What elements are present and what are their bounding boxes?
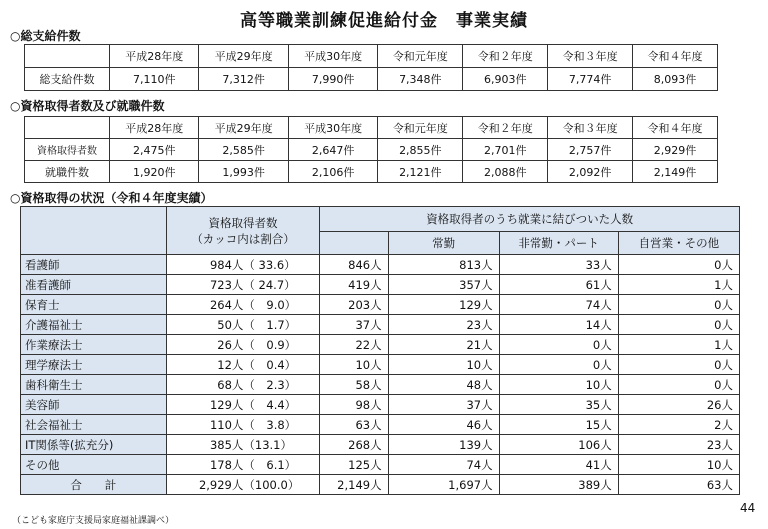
acquired-cell	[166, 315, 320, 335]
table-row	[21, 395, 740, 415]
section3-heading: ○資格取得の状況（令和４年度実績）	[10, 191, 213, 205]
row-label: 合 計	[21, 475, 167, 495]
acquired-count: 178人	[209, 457, 244, 472]
table-cell: 2,585件	[199, 139, 288, 161]
row-label: 介護福祉士	[21, 315, 167, 335]
acquired-percent: （ 4.4）	[243, 397, 297, 412]
table-row	[21, 355, 740, 375]
column-header: 平成29年度	[199, 45, 288, 68]
fulltime-cell: 48人	[388, 375, 499, 395]
page-title: 高等職業訓練促進給付金 事業実績	[240, 11, 528, 31]
employed-header: 資格取得者のうち就業に結びついた人数	[320, 207, 740, 232]
fulltime-cell: 46人	[388, 415, 499, 435]
table-row	[21, 275, 740, 295]
acquired-header-sub: （カッコ内は割合）	[191, 231, 295, 246]
table-cell: 2,647件	[288, 139, 377, 161]
employed-cell: 98人	[320, 395, 388, 415]
self-employed-cell: 0人	[618, 355, 739, 375]
qualification-employment-table	[24, 116, 718, 183]
self-employed-cell: 63人	[618, 475, 739, 495]
column-header: 平成29年度	[199, 117, 288, 139]
self-employed-cell: 0人	[618, 375, 739, 395]
parttime-cell: 74人	[499, 295, 618, 315]
fulltime-cell: 1,697人	[388, 475, 499, 495]
row-label: 理学療法士	[21, 355, 167, 375]
table-cell: 6,903件	[463, 68, 548, 91]
table-row	[21, 315, 740, 335]
table-cell: 7,348件	[378, 68, 463, 91]
acquired-cell	[166, 295, 320, 315]
total-payments-table	[24, 44, 718, 91]
self-employed-cell: 23人	[618, 435, 739, 455]
table-cell: 2,701件	[463, 139, 548, 161]
table-row	[21, 295, 740, 315]
acquired-count: 26人	[217, 337, 244, 352]
employed-cell: 10人	[320, 355, 388, 375]
page-number: 44	[740, 501, 756, 515]
parttime-cell: 14人	[499, 315, 618, 335]
row-label: 歯科衛生士	[21, 375, 167, 395]
table-cell: 7,110件	[110, 68, 199, 91]
acquired-cell	[166, 375, 320, 395]
employed-cell: 268人	[320, 435, 388, 455]
table-row	[21, 435, 740, 455]
acquired-cell	[166, 335, 320, 355]
row-label: 保育士	[21, 295, 167, 315]
table-header-row	[21, 207, 740, 232]
self-employed-header: 自営業・その他	[618, 232, 739, 255]
parttime-cell: 41人	[499, 455, 618, 475]
self-employed-cell: 1人	[618, 335, 739, 355]
self-employed-cell: 10人	[618, 455, 739, 475]
acquired-cell	[166, 355, 320, 375]
employed-cell: 58人	[320, 375, 388, 395]
table-cell: 2,929件	[633, 139, 718, 161]
fulltime-cell: 139人	[388, 435, 499, 455]
fulltime-cell: 357人	[388, 275, 499, 295]
table-cell: 2,121件	[378, 161, 463, 183]
parttime-cell: 15人	[499, 415, 618, 435]
acquired-count: 50人	[217, 317, 244, 332]
section2-heading: ○資格取得者数及び就職件数	[10, 99, 165, 113]
acquired-percent: （ 24.7）	[243, 277, 296, 292]
acquired-cell	[166, 275, 320, 295]
parttime-cell: 106人	[499, 435, 618, 455]
table-cell: 7,774件	[548, 68, 633, 91]
table-row	[21, 335, 740, 355]
source-note: （こども家庭庁支援局家庭福祉課調べ）	[12, 516, 175, 526]
acquired-percent: （ 33.6）	[243, 257, 296, 272]
fulltime-cell: 23人	[388, 315, 499, 335]
row-label: 資格取得者数	[25, 139, 110, 161]
row-label: 作業療法士	[21, 335, 167, 355]
acquired-percent: （100.0）	[243, 477, 300, 492]
table-body	[21, 255, 740, 495]
parttime-cell: 0人	[499, 355, 618, 375]
row-label: 看護師	[21, 255, 167, 275]
column-header: 令和４年度	[633, 117, 718, 139]
column-header: 令和元年度	[378, 117, 463, 139]
row-label: 准看護師	[21, 275, 167, 295]
parttime-cell: 0人	[499, 335, 618, 355]
acquired-cell	[166, 415, 320, 435]
row-label: 就職件数	[25, 161, 110, 183]
column-header: 平成28年度	[110, 117, 199, 139]
parttime-cell: 389人	[499, 475, 618, 495]
corner-cell	[21, 207, 167, 255]
table-header-row	[25, 117, 718, 139]
row-label: IT関係等(拡充分)	[21, 435, 167, 455]
fulltime-cell: 37人	[388, 395, 499, 415]
fulltime-cell: 129人	[388, 295, 499, 315]
column-header: 令和３年度	[548, 45, 633, 68]
row-label: その他	[21, 455, 167, 475]
self-employed-cell: 0人	[618, 315, 739, 335]
table-cell: 2,106件	[288, 161, 377, 183]
corner-cell	[25, 117, 110, 139]
self-employed-cell: 0人	[618, 255, 739, 275]
table-cell: 7,990件	[288, 68, 377, 91]
acquired-header	[166, 207, 320, 255]
row-label: 美容師	[21, 395, 167, 415]
self-employed-cell: 1人	[618, 275, 739, 295]
column-header: 平成30年度	[288, 117, 377, 139]
parttime-header: 非常勤・パート	[499, 232, 618, 255]
table-cell: 7,312件	[199, 68, 288, 91]
column-header: 令和４年度	[633, 45, 718, 68]
acquired-cell	[166, 395, 320, 415]
table-cell: 2,475件	[110, 139, 199, 161]
table-row	[21, 455, 740, 475]
employed-cell: 419人	[320, 275, 388, 295]
acquired-count: 12人	[217, 357, 244, 372]
table-cell: 1,993件	[199, 161, 288, 183]
employed-cell: 22人	[320, 335, 388, 355]
column-header: 令和３年度	[548, 117, 633, 139]
table-row	[21, 375, 740, 395]
section1-heading: ○総支給件数	[10, 29, 81, 43]
column-header: 令和２年度	[463, 117, 548, 139]
acquired-percent: （ 0.9）	[243, 337, 297, 352]
column-header: 平成28年度	[110, 45, 199, 68]
acquired-count: 68人	[217, 377, 244, 392]
table-header-row	[25, 45, 718, 68]
table-cell: 2,092件	[548, 161, 633, 183]
self-employed-cell: 2人	[618, 415, 739, 435]
acquired-count: 984人	[209, 257, 244, 272]
employed-cell: 37人	[320, 315, 388, 335]
acquired-count: 723人	[209, 277, 244, 292]
acquired-cell	[166, 455, 320, 475]
employed-cell: 2,149人	[320, 475, 388, 495]
acquired-percent: （ 2.3）	[243, 377, 297, 392]
fulltime-cell: 21人	[388, 335, 499, 355]
acquired-count: 110人	[209, 417, 244, 432]
acquired-percent: （ 0.4）	[243, 357, 297, 372]
table-row	[25, 161, 718, 183]
table-cell: 2,088件	[463, 161, 548, 183]
employed-cell: 203人	[320, 295, 388, 315]
self-employed-cell: 0人	[618, 295, 739, 315]
table-row	[21, 415, 740, 435]
acquired-count: 2,929人	[198, 477, 244, 492]
parttime-cell: 35人	[499, 395, 618, 415]
corner-cell	[25, 45, 110, 68]
table-cell: 8,093件	[633, 68, 718, 91]
table-cell: 2,757件	[548, 139, 633, 161]
table-row	[21, 255, 740, 275]
fulltime-cell: 10人	[388, 355, 499, 375]
employed-cell: 846人	[320, 255, 388, 275]
row-label: 総支給件数	[25, 68, 110, 91]
acquired-percent: （ 6.1）	[243, 457, 297, 472]
parttime-cell: 10人	[499, 375, 618, 395]
acquired-percent: （ 1.7）	[243, 317, 297, 332]
table-cell: 2,149件	[633, 161, 718, 183]
self-employed-cell: 26人	[618, 395, 739, 415]
acquired-cell	[166, 255, 320, 275]
acquired-header-label: 資格取得者数	[208, 215, 278, 230]
column-header: 令和２年度	[463, 45, 548, 68]
table-row	[25, 139, 718, 161]
table-row	[25, 68, 718, 91]
employed-cell: 125人	[320, 455, 388, 475]
parttime-cell: 33人	[499, 255, 618, 275]
column-header: 平成30年度	[288, 45, 377, 68]
qualification-status-table	[20, 206, 740, 495]
column-header: 令和元年度	[378, 45, 463, 68]
employed-total-header	[320, 232, 388, 255]
acquired-percent: （13.1）	[243, 437, 292, 452]
table-cell: 2,855件	[378, 139, 463, 161]
row-label: 社会福祉士	[21, 415, 167, 435]
acquired-cell	[166, 475, 320, 495]
acquired-count: 129人	[209, 397, 244, 412]
table-cell: 1,920件	[110, 161, 199, 183]
fulltime-cell: 813人	[388, 255, 499, 275]
fulltime-header: 常勤	[388, 232, 499, 255]
acquired-cell	[166, 435, 320, 455]
total-row	[21, 475, 740, 495]
acquired-percent: （ 9.0）	[243, 297, 297, 312]
acquired-count: 385人	[209, 437, 244, 452]
employed-cell: 63人	[320, 415, 388, 435]
parttime-cell: 61人	[499, 275, 618, 295]
acquired-count: 264人	[209, 297, 244, 312]
acquired-percent: （ 3.8）	[243, 417, 297, 432]
fulltime-cell: 74人	[388, 455, 499, 475]
